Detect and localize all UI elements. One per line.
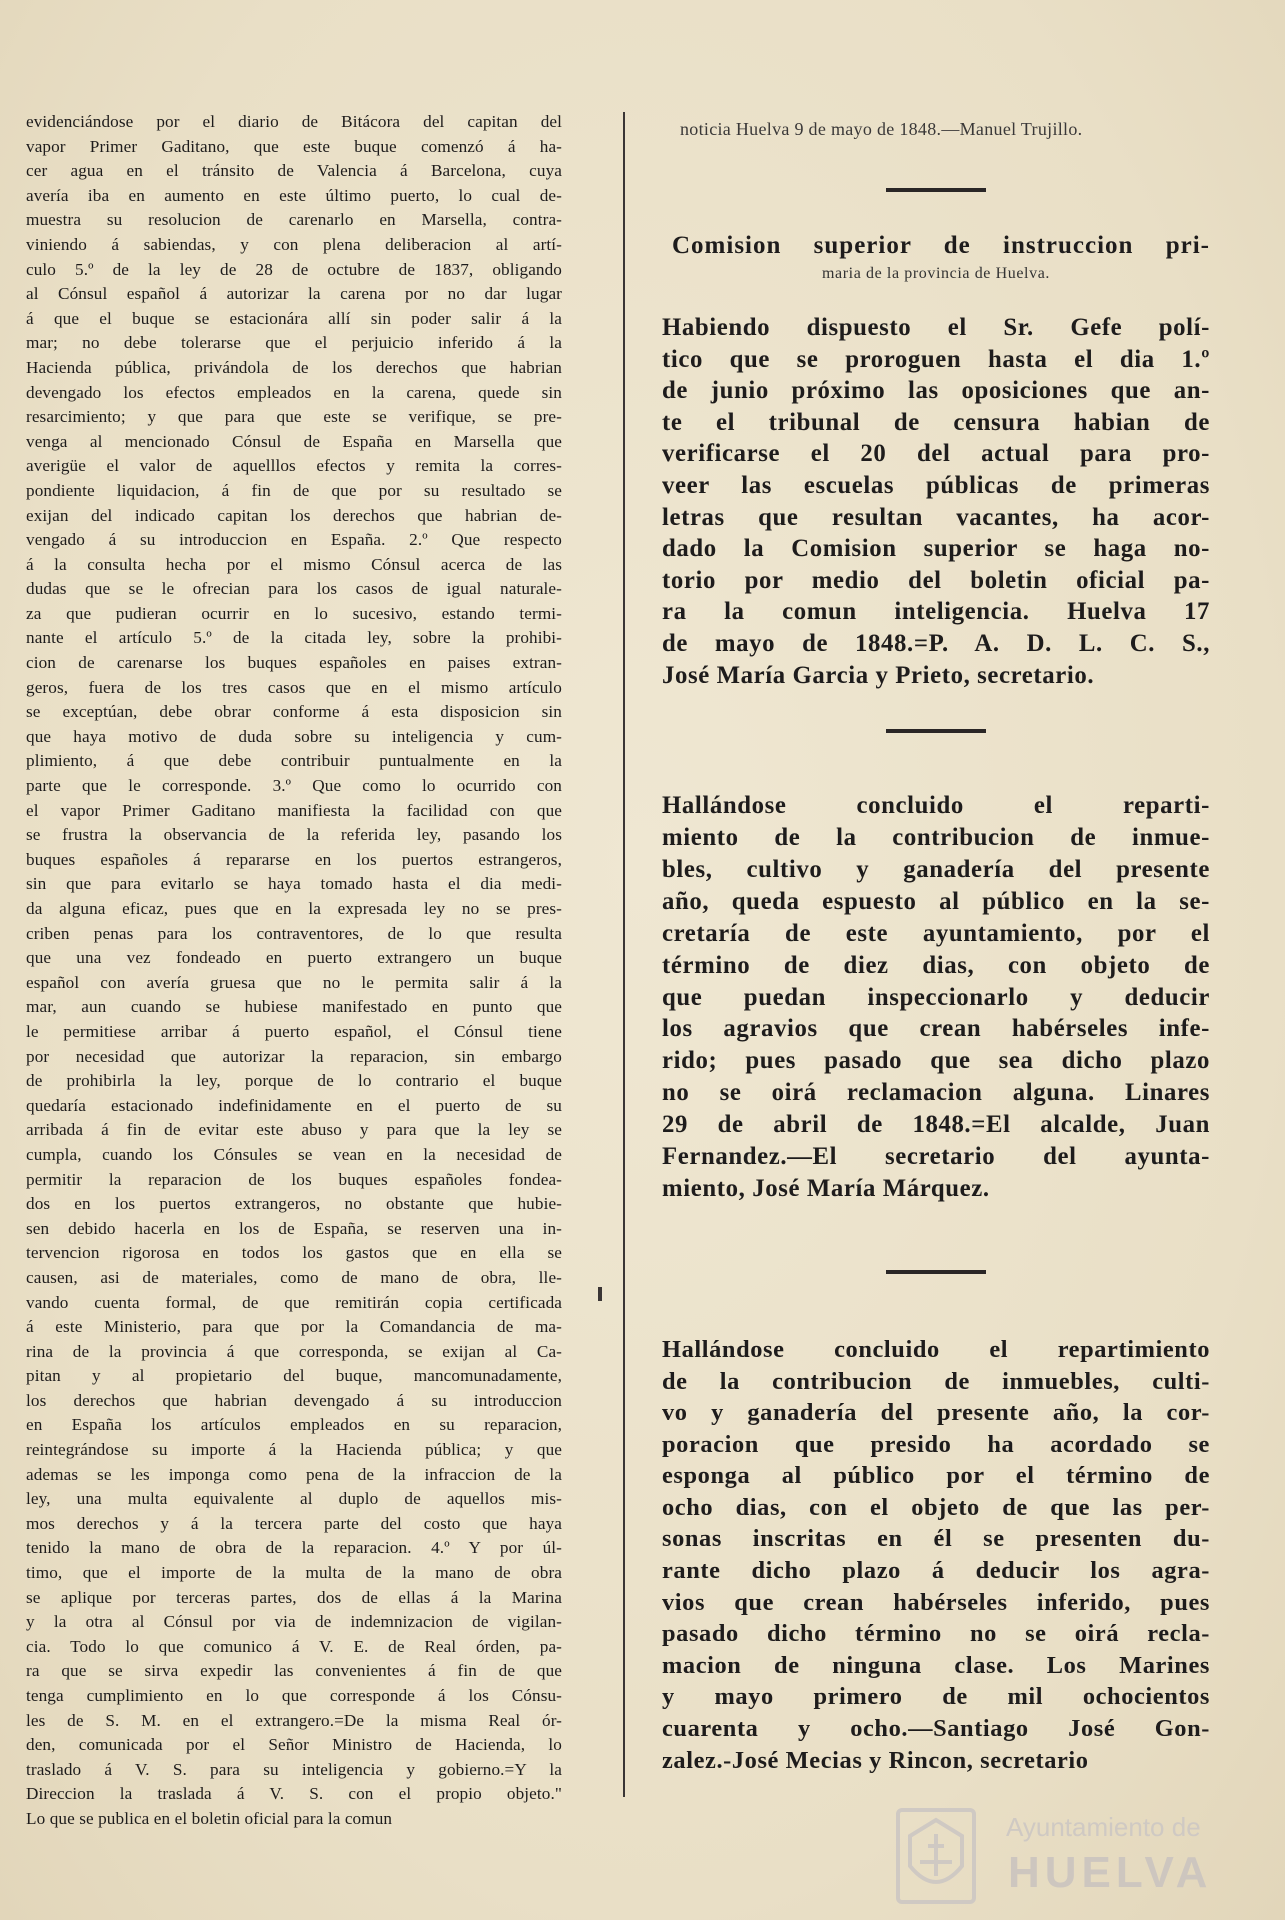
text-line: vapor Primer Gaditano, que este buque comenzó á ha- [26,136,562,156]
notice-marines [662,1334,1210,1776]
notice-line: rante dicho plazo á deducir los agra- [662,1557,1210,1585]
text-line: por necesidad que autorizar la reparacion, sin embargo [26,1046,562,1066]
text-line: tenga cumplimiento en lo que corresponde á los Cónsu- [26,1686,562,1705]
text-line: ademas se les imponga como pena de la infraccion de la [26,1464,562,1484]
text-line: de prohibirla la ley, porque de lo contrario el buque [26,1071,562,1091]
text-line: á la consulta hecha por el mismo Cónsul acerca de las [26,554,562,574]
notice-line: veer las escuelas públicas de primeras [662,471,1210,499]
text-line: averigüe el valor de aquelllos efectos y remita la corres- [26,456,562,476]
text-line: cer agua en el tránsito de Valencia á Barcelona, cuya [26,161,562,181]
notice-line: los agravios que crean habérseles infe- [662,1015,1210,1043]
text-line: vengado á su introduccion en España. 2.º Que respecto [26,530,562,550]
notice-line: 29 de abril de 1848.=El alcalde, Juan [662,1111,1210,1139]
text-line: rina de la provincia á que corresponda, se exijan al Ca- [26,1341,562,1361]
text-line: causen, asi de materiales, como de mano de obra, lle- [26,1267,562,1287]
notice-line: rido; pues pasado que sea dicho plazo [662,1047,1210,1075]
text-line: que haya motivo de duda sobre su inteligencia y cum- [26,726,562,746]
text-line: sen debido hacerla en los de España, se reserven una in- [26,1218,562,1238]
notice-line: cretaría de este ayuntamiento, por el [662,919,1210,947]
text-line: tenido la mano de obra de la reparacion. 4.º Y por úl- [26,1538,562,1558]
text-line: dudas que se le ofrecian para los casos de igual naturale- [26,579,562,599]
text-line: ra que se sirva expedir las convenientes á fin de que [26,1661,562,1681]
text-line: le permitiese arribar á puerto español, el Cónsul tiene [26,1021,562,1041]
text-line: dos en los puertos extrangeros, no obstante que hubie- [26,1194,562,1214]
notice-line: vios que crean habérseles inferido, pues [662,1588,1210,1616]
text-line: venga al mencionado Cónsul de España en Marsella que [26,431,562,451]
text-line: permitir la reparacion de los buques españoles fondea- [26,1169,562,1189]
notice-line: torio por medio del boletin oficial pa- [662,566,1210,594]
text-line: nante el artículo 5.º de la citada ley, sobre la prohibi- [26,628,562,648]
text-line: cumpla, cuando los Cónsules se vean en la necesidad de [26,1144,562,1164]
notice-line: miento de la contribucion de inmue- [662,824,1210,852]
notice-line: sonas inscritas en él se presenten du- [662,1525,1210,1553]
text-line: en España los artículos empleados en su reparacion, [26,1415,562,1435]
section-heading: Comision superior de instruccion pri- [672,232,1210,259]
text-line: mar, aun cuando se hubiese manifestado en punto que [26,997,562,1017]
notice-line: te el tribunal de censura habian de [662,408,1210,436]
text-line: al Cónsul español á autorizar la carena por no dar lugar [26,284,562,304]
notice-line: zalez.-José Mecias y Rincon, secretario [662,1746,1089,1774]
watermark [880,1806,1250,1906]
text-line: parte que le corresponde. 3.º Que como lo ocurrido con [26,776,562,796]
text-line: tervencion rigorosa en todos los gastos que en ella se [26,1243,562,1263]
text-line: mos derechos y á la tercera parte del costo que haya [26,1513,562,1533]
notice-line: José María Garcia y Prieto, secretario. [662,661,1095,689]
text-line: den, comunicada por el Señor Ministro de Hacienda, lo [26,1735,562,1755]
text-line: pondiente liquidacion, á fin de que por su resultado se [26,480,562,500]
text-line: muestra su resolucion de carenarlo en Marsella, contra- [26,210,562,230]
text-line: mar; no debe tolerarse que el perjuicio inferido á la [26,333,562,353]
text-line: cia. Todo lo que comunico á V. E. de Real órden, pa- [26,1636,562,1656]
notice-line: bles, cultivo y ganadería del presente [662,855,1210,883]
notice-line: de mayo de 1848.=P. A. D. L. C. S., [662,629,1210,657]
text-line: reintegrándose su importe á la Hacienda pública; y que [26,1440,562,1460]
text-line: Direccion la traslada á V. S. con el propio objeto." [26,1784,562,1804]
text-line: á este Ministerio, para que por la Comandancia de ma- [26,1317,562,1337]
city-crest-icon [880,1806,990,1906]
text-line: sin que para evitarlo se haya tomado hasta el dia medi- [26,874,562,894]
text-line: el vapor Primer Gaditano manifiesta la facilidad con que [26,800,562,820]
notice-line: cuarenta y ocho.—Santiago José Gon- [662,1715,1210,1743]
text-line: quedaría estacionado indefinidamente en el puerto de su [26,1095,562,1115]
text-line: traslado á V. S. para su inteligencia y gobierno.=Y la [26,1759,562,1779]
text-line: les de S. M. en el extrangero.=De la misma Real ór- [26,1710,562,1730]
notice-line: Hallándose concluido el reparti- [662,792,1210,820]
notice-line: Habiendo dispuesto el Sr. Gefe polí- [662,314,1210,341]
watermark-line2: HUELVA [1008,1848,1213,1897]
notice-linares [662,790,1210,1205]
notice-line: ra la comun inteligencia. Huelva 17 [662,598,1210,626]
notice-line: vo y ganadería del presente año, la cor- [662,1399,1210,1427]
text-line: za que pudieran ocurrir en lo sucesivo, estando termi- [26,603,562,623]
text-line: cion de carenarse los buques españoles en paises extran- [26,653,562,673]
text-line: exijan del indicado capitan los derechos que habrian de- [26,505,562,525]
notice-line: poracion que presido ha acordado se [662,1430,1210,1458]
section-rule [886,1270,986,1274]
notice-oposiciones [662,312,1210,691]
text-line: ley, una multa equivalente al duplo de aquellos mis- [26,1489,562,1509]
text-line: español con avería gruesa que no le permita salir á la [26,972,562,992]
text-line: Hacienda pública, privándola de los derechos que habrian [26,357,562,377]
section-subheading: maria de la provincia de Huelva. [822,265,1050,282]
text-line: se frustra la observancia de la referida ley, pasando los [26,825,562,845]
notice-line: tico que se proroguen hasta el dia 1.º [662,345,1210,373]
text-line: da alguna eficaz, pues que en la expresada ley no se pres- [26,899,562,918]
text-line: vando cuenta formal, de que remitirán copia certificada [26,1292,562,1312]
right-column [662,112,1210,1776]
text-line: se aplique por terceras partes, dos de ellas á la Marina [26,1587,562,1607]
text-line: avería iba en aumento en este último puerto, lo cual de- [26,185,562,205]
notice-line: de junio próximo las oposiciones que an- [662,377,1210,405]
section-rule [886,188,986,192]
notice-line: dado la Comision superior se haga no- [662,535,1210,563]
top-note: noticia Huelva 9 de mayo de 1848.—Manuel Trujillo. [680,119,1083,139]
text-line: devengado los efectos empleados en la carena, quede sin [26,382,562,402]
notice-line: macion de ninguna clase. Los Marines [662,1651,1210,1679]
notice-line: pasado dicho término no se oirá recla- [662,1620,1210,1648]
watermark-line1: Ayuntamiento de [1006,1812,1201,1842]
text-line: viniendo á sabiendas, y con plena deliberacion al artí- [26,234,562,254]
text-line: plimiento, á que debe contribuir puntualmente en la [26,751,562,771]
notice-line: y mayo primero de mil ochocientos [662,1683,1210,1711]
notice-line: que puedan inspeccionarlo y deducir [662,983,1210,1011]
column-divider [623,112,625,1797]
notice-line: verificarse el 20 del actual para pro- [662,440,1210,468]
left-column-text [26,110,562,1832]
notice-line: miento, José María Márquez. [662,1175,990,1202]
text-line: buques españoles á repararse en los puertos estrangeros, [26,849,562,869]
text-line: evidenciándose por el diario de Bitácora del capitan del [26,112,562,131]
notice-line: Hallándose concluido el repartimiento [662,1335,1210,1363]
section-rule [886,729,986,733]
notice-line: término de diez dias, con objeto de [662,951,1210,979]
notice-line: letras que resultan vacantes, ha acor- [662,503,1210,531]
text-line: geros, fuera de los tres casos que en el mismo artículo [26,677,562,697]
text-line: se exceptúan, debe obrar conforme á esta disposicion sin [26,702,562,722]
text-line: arribada á fin de evitar este abuso y para que la ley se [26,1120,562,1140]
text-line: timo, que el importe de la multa de la mano de obra [26,1563,562,1583]
text-line: Lo que se publica en el boletin oficial para la comun [26,1808,393,1828]
notice-line: año, queda espuesto al público en la se- [662,887,1210,915]
text-line: y la otra al Cónsul por via de indemnizacion de vigilan- [26,1612,562,1632]
notice-line: Fernandez.—El secretario del ayunta- [662,1143,1210,1171]
text-line: los derechos que habrian devengado á su introduccion [26,1390,562,1410]
notice-line: no se oirá reclamacion alguna. Linares [662,1079,1210,1107]
notice-line: de la contribucion de inmuebles, culti- [662,1367,1210,1395]
notice-line: esponga al público por el término de [662,1462,1210,1490]
text-line: que una vez fondeado en puerto extrangero un buque [26,948,562,968]
text-line: resarcimiento; y que para que este se verifique, se pre- [26,407,562,427]
text-line: á que el buque se estacionára allí sin poder salir á la [26,308,562,328]
notice-line: ocho dias, con el objeto de que las per- [662,1493,1210,1521]
text-line: pitan y al propietario del buque, mancomunadamente, [26,1366,562,1386]
text-line: culo 5.º de la ley de 28 de octubre de 1837, obligando [26,259,562,279]
text-line: criben penas para los contraventores, de lo que resulta [26,923,562,943]
column-divider-mark [598,1287,602,1301]
